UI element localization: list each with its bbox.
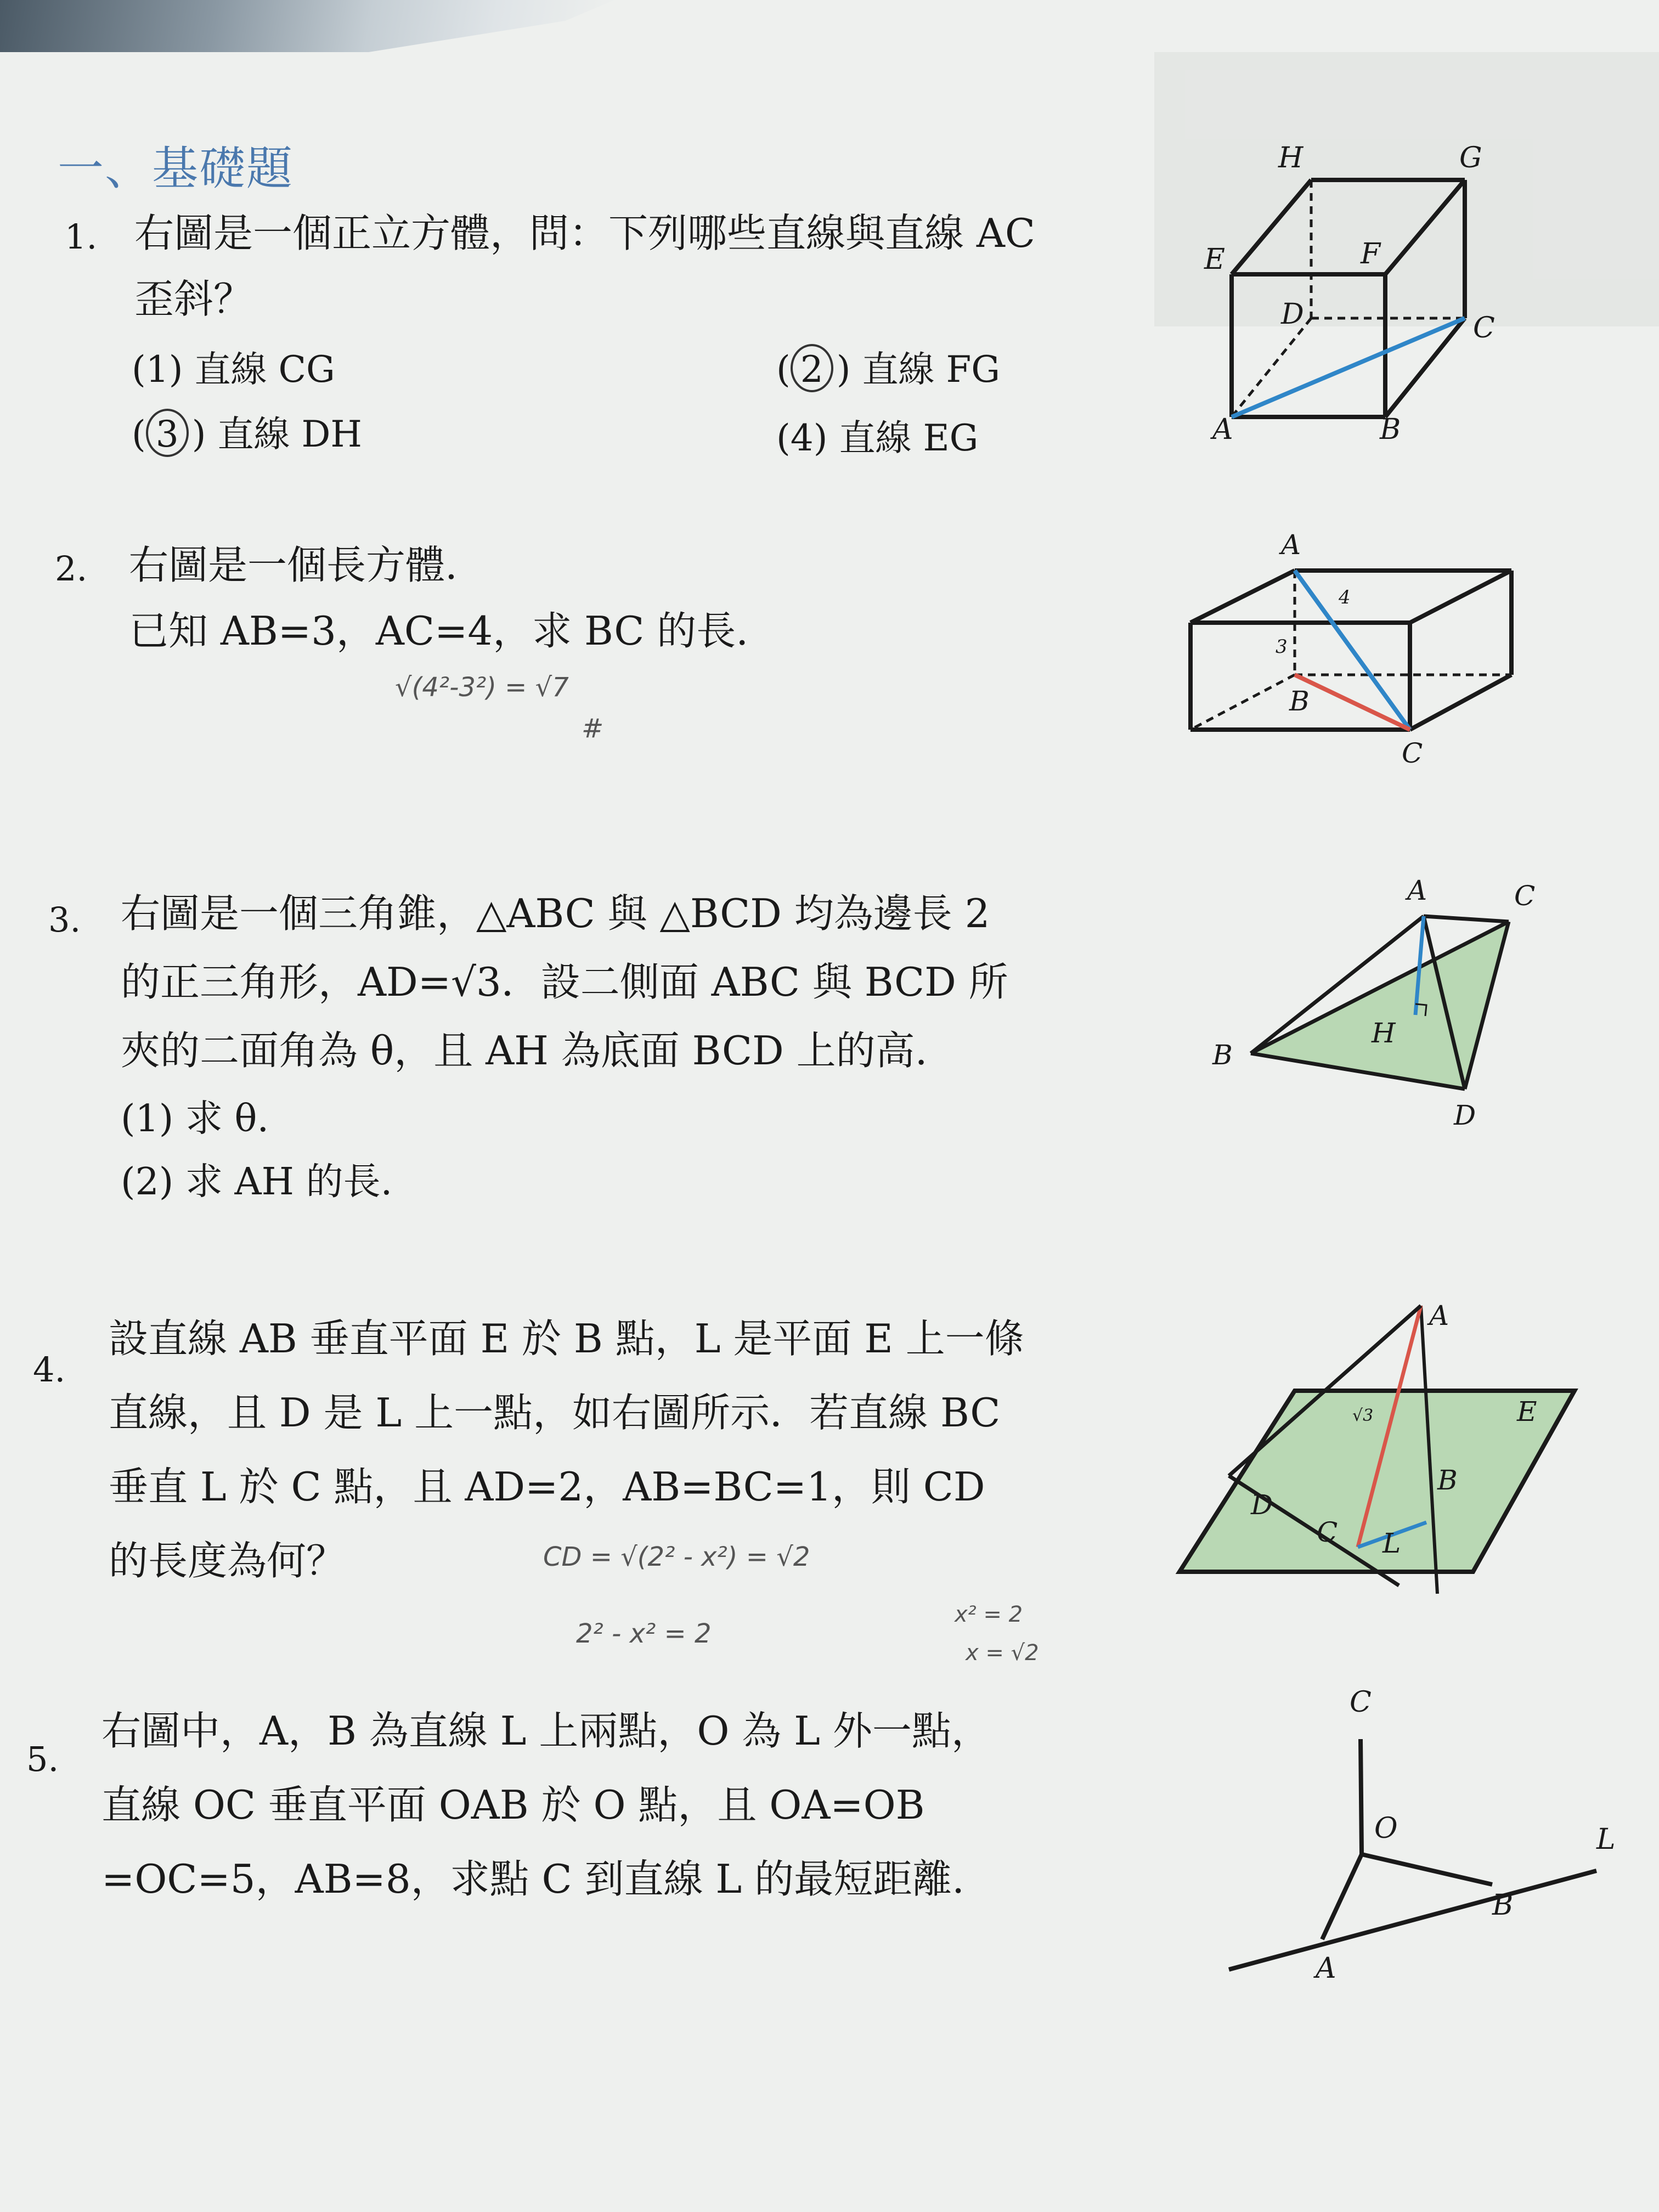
label-c: C <box>1402 737 1423 769</box>
point-line-figure <box>1218 1679 1629 1997</box>
handwritten-circle-mark: 3 <box>146 409 189 457</box>
handwritten-work: x = √2 <box>966 1640 1039 1666</box>
handwritten-work: x² = 2 <box>955 1602 1023 1627</box>
text-line: 右圖是一個正立方體，問：下列哪些直線與直線 AC <box>134 210 1035 256</box>
handwritten-work: 2² - x² = 2 <box>576 1618 712 1649</box>
question-number: 2. <box>55 549 88 589</box>
label-o: O <box>1374 1812 1398 1845</box>
label-b: B <box>1437 1464 1458 1496</box>
handwritten-label: √3 <box>1352 1406 1374 1425</box>
plane-perpendicular-figure <box>1169 1295 1585 1602</box>
label-c: C <box>1514 880 1536 912</box>
label-c: C <box>1473 312 1495 345</box>
handwritten-length-3: 3 <box>1276 636 1288 658</box>
sub-question-1: (1) 求 θ. <box>121 1097 269 1141</box>
label-c: C <box>1317 1516 1338 1548</box>
text-line: 設直線 AB 垂直平面 E 於 B 點，L 是平面 E 上一條 <box>109 1316 1024 1362</box>
label-h: H <box>1278 143 1304 174</box>
question-number: 4. <box>33 1350 66 1390</box>
text-line: 直線，且 D 是 L 上一點，如右圖所示．若直線 BC <box>109 1390 1001 1436</box>
question-number: 5. <box>26 1739 59 1779</box>
label-d: D <box>1281 298 1304 331</box>
question-number: 3. <box>48 900 81 940</box>
handwritten-length-4: 4 <box>1339 586 1351 608</box>
option-2: ( 2 ) 直線 FG <box>776 340 1000 392</box>
text-line: =OC=5，AB=8，求點 C 到直線 L 的最短距離. <box>101 1856 964 1902</box>
handwritten-work: CD = √(2² - x²) = √2 <box>543 1542 810 1572</box>
label-g: G <box>1459 143 1482 174</box>
label-b: B <box>1289 685 1310 717</box>
label-c: C <box>1350 1686 1372 1719</box>
text-line: 右圖中，A，B 為直線 L 上兩點，O 為 L 外一點， <box>101 1708 991 1754</box>
text-line: 的正三角形，AD=√3．設二側面 ABC 與 BCD 所 <box>121 959 1008 1005</box>
label-b: B <box>1492 1889 1514 1922</box>
text-line: 右圖是一個長方體. <box>129 542 458 588</box>
question-text <box>129 527 748 669</box>
label-a: A <box>1281 529 1301 561</box>
text-line: 的長度為何？ <box>109 1538 346 1584</box>
text-line: 直線 OC 垂直平面 OAB 於 O 點，且 OA=OB <box>101 1782 925 1828</box>
option-3-text: 直線 DH <box>217 413 362 455</box>
option-1: (1) 直線 CG <box>132 348 335 391</box>
text-line: 垂直 L 於 C 點，且 AD=2，AB=BC=1，則 CD <box>109 1464 985 1510</box>
label-f: F <box>1361 238 1381 270</box>
option-3: ( 3 ) 直線 DH <box>132 405 362 457</box>
label-b: B <box>1212 1039 1233 1071</box>
question-text <box>134 195 1035 337</box>
question-text <box>121 875 1008 1221</box>
label-a: A <box>1407 874 1427 906</box>
label-h: H <box>1372 1017 1396 1049</box>
text-line: 已知 AB=3，AC=4，求 BC 的長. <box>129 608 749 654</box>
header-decoration <box>0 0 614 52</box>
text-line: 右圖是一個三角錐，△ABC 與 △BCD 均為邊長 2 <box>121 890 990 936</box>
handwritten-note: √(4²-3²) = √7 <box>395 672 569 703</box>
text-line: 歪斜？ <box>134 276 253 322</box>
handwritten-circle-mark: 2 <box>791 344 833 392</box>
label-a: A <box>1212 413 1233 446</box>
sub-question-2: (2) 求 AH 的長. <box>121 1160 393 1204</box>
label-d: D <box>1454 1099 1476 1131</box>
label-a: A <box>1429 1300 1449 1331</box>
question-text <box>101 1692 991 1917</box>
label-e: E <box>1204 243 1225 276</box>
section-title: 一、基礎題 <box>58 142 294 195</box>
label-a: A <box>1316 1952 1336 1985</box>
question-number: 1. <box>65 217 98 257</box>
option-4: (4) 直線 EG <box>776 417 979 459</box>
text-line: 夾的二面角為 θ，且 AH 為底面 BCD 上的高. <box>121 1028 928 1074</box>
label-b: B <box>1380 413 1401 446</box>
label-e: E <box>1517 1396 1537 1427</box>
cuboid-figure <box>1174 527 1547 774</box>
label-d: D <box>1251 1489 1273 1521</box>
handwritten-mark: # <box>582 713 604 744</box>
label-l: L <box>1383 1527 1401 1559</box>
label-l: L <box>1596 1823 1616 1856</box>
option-2-text: 直線 FG <box>862 348 1000 391</box>
tetrahedron-figure <box>1196 867 1547 1141</box>
cube-figure <box>1196 143 1536 461</box>
